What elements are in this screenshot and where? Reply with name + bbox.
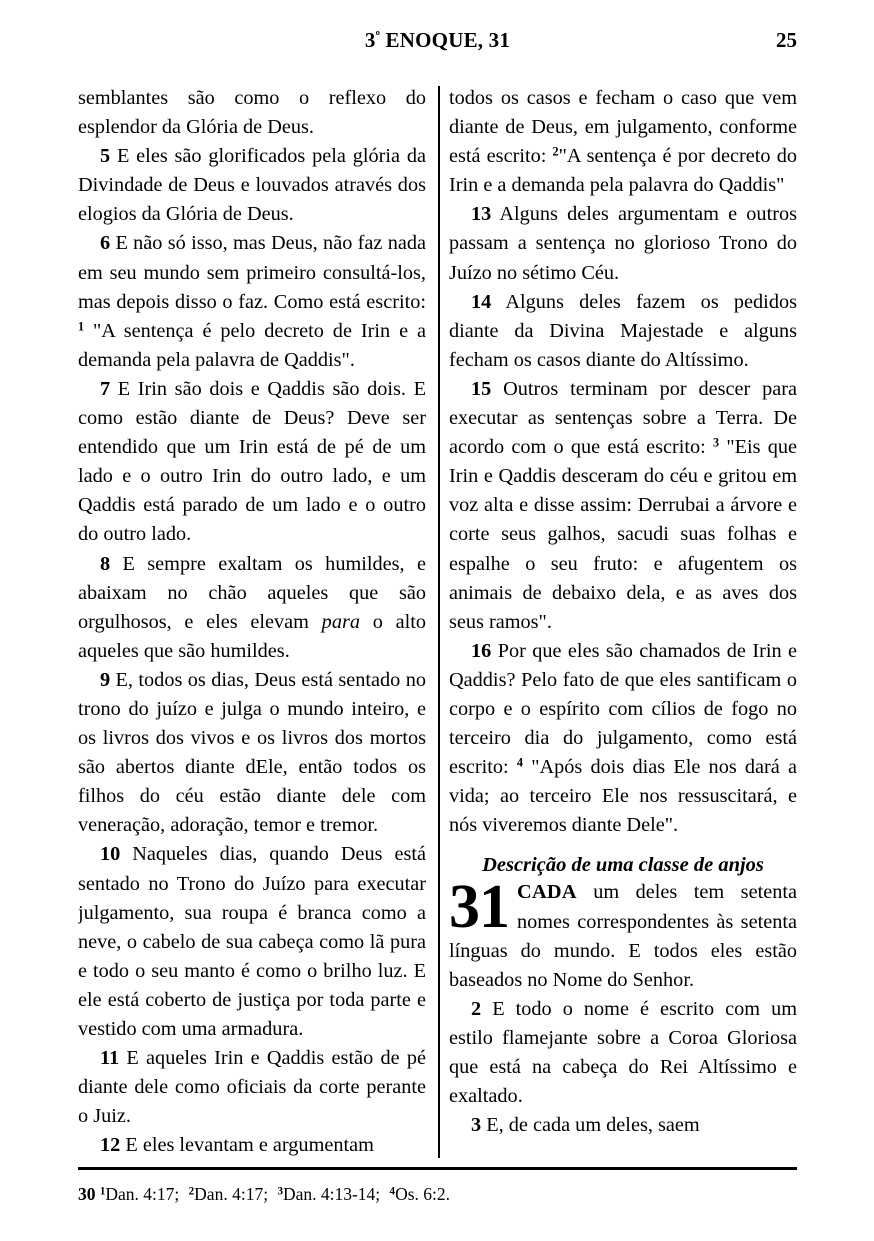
paragraph-verse-15 (449, 375, 797, 637)
footnote-marker-4[interactable]: 4 (516, 755, 523, 770)
paragraph-chapter31-verse-3 (449, 1111, 797, 1140)
verse-text-before-footnote: Por que eles são chamados de Irin e Qaddis? Pelo fato de que eles santificam o corpo e o espírito com cílios de fogo no terceiro dia do julgamento, como está escrito: (449, 639, 797, 779)
footnote-entry-marker: 4 (389, 1185, 396, 1198)
paragraph-verse-10 (78, 840, 426, 1044)
footnote-entry-reference: Dan. 4:17; (105, 1184, 180, 1204)
body-text-area (78, 84, 797, 1162)
verse-text-after-footnote: "Após dois dias Ele nos dará a vida; ao terceiro Ele nos ressuscitará, e nós viveremos diante Dele". (449, 756, 797, 837)
paragraph-chapter31-verse-2 (449, 995, 797, 1111)
verse-number: 6 (100, 232, 111, 255)
footnote-entry-reference: Dan. 4:17; (194, 1184, 269, 1204)
verse-text: E, todos os dias, Deus está sentado no trono do juízo e julga o mundo inteiro, e os livros dos vivos e os livros dos mortos são abertos diante dEle, então todos os filhos do céu estão diante dele com veneração, adoração, temor e tremor. (78, 668, 426, 837)
verse-number: 16 (471, 639, 492, 662)
verse-number: 12 (100, 1134, 121, 1157)
verse-text: E aqueles Irin e Qaddis estão de pé diante dele como oficiais da corte perante o Juiz. (78, 1047, 426, 1128)
verse-text-before-footnote: E não só isso, mas Deus, não faz nada em seu mundo sem primeiro consultá-los, mas depois disso o faz. Como está escrito: (78, 232, 426, 313)
verse-text-after-footnote: "Eis que Irin e Qaddis desceram do céu e gritou em voz alta e disse assim: Derrubai a árvore e corte seus galhos, sacudi suas folhas e espalhe o seu fruto: e afugentem os animais de debaixo dela, e as aves dos seus ramos". (449, 436, 797, 633)
paragraph-verse-9 (78, 666, 426, 841)
paragraph-verse-11 (78, 1044, 426, 1131)
verse-text-after-emphasis: o alto aqueles que são humildes. (78, 610, 426, 662)
footnote-marker-3[interactable]: 3 (713, 435, 720, 450)
verse-text-before-emphasis: E sempre exaltam os humildes, e abaixam no chão aqueles que são orgulhosos, e eles elevam (78, 552, 426, 633)
page-number: 25 (776, 28, 797, 52)
chapter-opening-smallcaps: CADA (517, 881, 577, 904)
verse-text: E, de cada um deles, saem (486, 1114, 700, 1137)
footnote-entry-4 (390, 1184, 450, 1204)
verse-text-before-footnote: Outros terminam por descer para executar as sentenças sobre a Terra. De acordo com o que está escrito: (449, 377, 797, 459)
paragraph-verse-16 (449, 637, 797, 841)
right-text-column (449, 84, 797, 1162)
verse-text: Naqueles dias, quando Deus está sentado no Trono do Juízo para executar julgamento, sua roupa é branca como a neve, o cabelo de sua cabeça como lã pura e todo o seu manto é como o brilho luz. E ele está coberto de justiça por toda parte e vestido com uma armadura. (78, 843, 426, 1040)
verse-number: 5 (100, 145, 111, 168)
footnote-marker-1[interactable]: 1 (78, 319, 85, 334)
column-divider-rule (438, 86, 440, 1158)
footnote-entry-marker: 1 (99, 1185, 106, 1198)
footnote-chapter-label: 30 (78, 1184, 96, 1204)
verse-text: E eles levantam e argumentam (125, 1134, 374, 1157)
chapter-heading: Descrição de uma classe de anjos (482, 854, 764, 877)
verse-number: 15 (471, 377, 492, 400)
chapter-opening-paragraph (449, 873, 797, 994)
footnote-entry-2 (189, 1184, 268, 1204)
paragraph-carryover-verse-12 (449, 84, 797, 200)
page-title (78, 28, 797, 53)
verse-text: E todo o nome é escrito com um estilo flamejante sobre a Coroa Gloriosa que está na cabeça do Rei Altíssimo e exaltado. (449, 997, 797, 1108)
paragraph-verse-12 (78, 1131, 426, 1160)
header-book-number: 3 (364, 28, 376, 52)
verse-number: 8 (100, 552, 111, 575)
footnote-entry-reference: Os. 6:2. (395, 1184, 450, 1204)
footnote-block (78, 1183, 797, 1205)
chapter-number-dropcap: 31 (449, 873, 509, 942)
verse-number: 14 (471, 290, 492, 313)
verse-text-before-footnote: todos os casos e fecham o caso que vem diante de Deus, em julgamento, conforme está escrito: (449, 87, 797, 168)
header-book-name: ENOQUE, 31 (380, 28, 511, 52)
paragraph-verse-7 (78, 375, 426, 550)
verse-number: 7 (100, 377, 111, 400)
paragraph-verse-5 (78, 142, 426, 229)
footnote-entry-marker: 2 (188, 1185, 195, 1198)
verse-number: 2 (471, 997, 482, 1020)
paragraph-verse-14 (449, 288, 797, 375)
verse-number: 10 (100, 843, 121, 866)
paragraph-verse-13 (449, 200, 797, 287)
verse-number: 13 (471, 203, 492, 226)
footnote-entry-reference: Dan. 4:13-14; (282, 1184, 381, 1204)
verse-text: Alguns deles fazem os pedidos diante da Divina Majestade e alguns fecham os casos diante do Altíssimo. (449, 290, 797, 371)
footnote-marker-2[interactable]: 2 (552, 144, 559, 159)
paragraph-carryover-verse-4 (78, 84, 426, 142)
header-ordinal-mark: º (375, 27, 381, 43)
footnote-separator-rule (78, 1167, 797, 1170)
verse-text: Alguns deles argumentam e outros passam a sentença no glorioso Trono do Juízo no sétimo Céu. (449, 203, 797, 284)
verse-text: semblantes são como o reflexo do esplendor da Glória de Deus. (78, 87, 426, 139)
verse-text-after-footnote: "A sentença é pelo decreto de Irin e a demanda pela palavra de Qaddis". (78, 319, 426, 371)
verse-number: 9 (100, 668, 111, 691)
paragraph-verse-8 (78, 550, 426, 666)
verse-text: E Irin são dois e Qaddis são dois. E como estão diante de Deus? Deve ser entendido que um Irin está de pé de um lado e o outro Irin do outro lado, e um Qaddis está parado de um lado e o outro do outro lado. (78, 377, 426, 546)
verse-number: 11 (100, 1047, 120, 1070)
footnote-entry-1 (100, 1184, 179, 1204)
verse-number: 3 (471, 1114, 482, 1137)
verse-text-after-footnote: "A sentença é por decreto do Irin e a demanda pela palavra do Qaddis" (449, 145, 797, 197)
footnote-entry-3 (277, 1184, 380, 1204)
verse-text: E eles são glorificados pela glória da Divindade de Deus e louvados através dos elogios da Glória de Deus. (78, 145, 426, 226)
running-header (78, 28, 797, 58)
footnote-entry-marker: 3 (277, 1185, 283, 1198)
chapter-opening-text: um deles tem setenta nomes correspondentes às setenta línguas do mundo. E todos eles estão baseados no Nome do Senhor. (449, 881, 797, 991)
paragraph-verse-6 (78, 229, 426, 374)
emphasized-word: para (321, 610, 360, 633)
left-text-column (78, 84, 426, 1162)
